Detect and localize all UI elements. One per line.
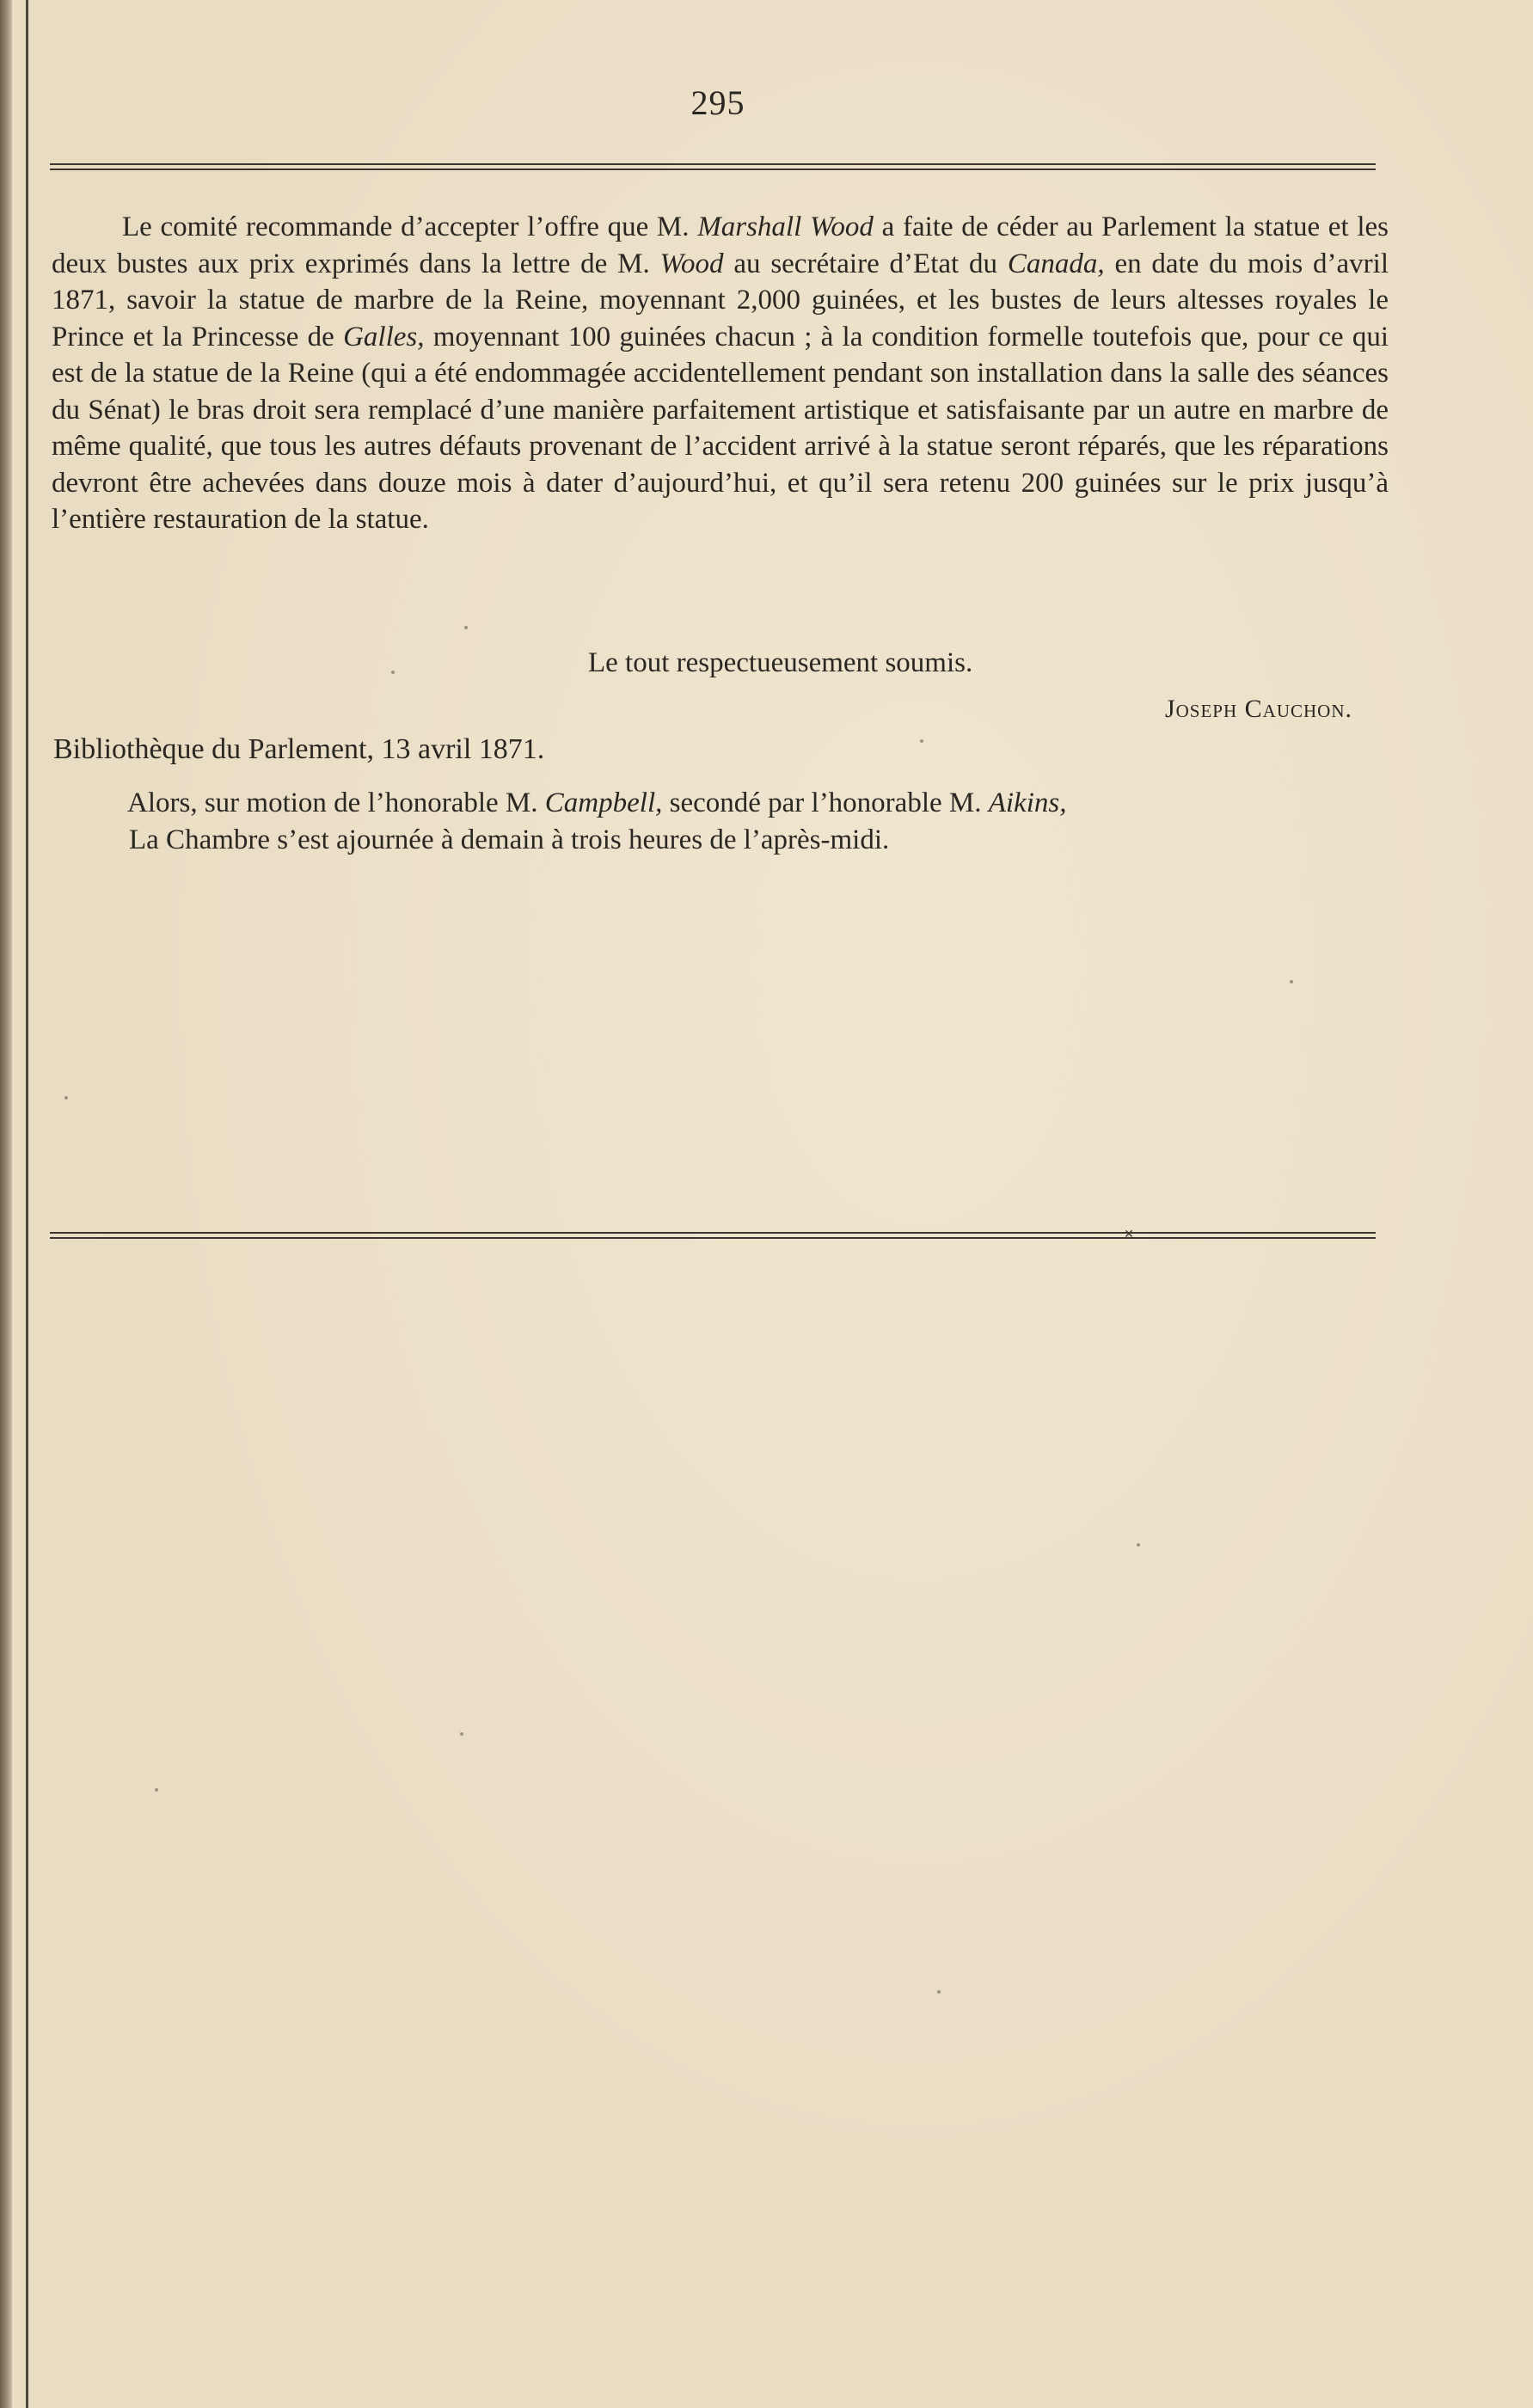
seconder-name: Aikins, [988,787,1067,818]
speck [464,626,468,629]
top-double-rule [50,163,1376,172]
speck [1137,1543,1140,1547]
committee-report-paragraph [52,209,1389,538]
motion-prefix: Alors, sur motion de l’honorable M. [127,787,545,818]
rule-ornament-icon: ✕ [1124,1229,1134,1241]
speck [460,1732,463,1736]
paragraph-segment: au secrétaire d’Etat du [723,248,1008,279]
speck [391,671,395,674]
closing-line: Le tout respectueusement soumis. [588,647,973,678]
speck [64,1096,68,1100]
paragraph-segment: moyennant 100 guinées chacun ; à la condition formelle toutefois que, pour ce qui est de la statue de la Reine (qui a été endommagée accidentellement pendant son installation dans la salle des séances du Sénat) le bras droit sera remplacé d’une manière parfaitement artistique et satisfaisante par un autre en marbre de même qualité, que tous les autres défauts provenant de l’accident arrivé à la statue seront réparés, que les réparations devront être achevées dans douze mois à dater d’aujourd’hui, et qu’il sera retenu 200 guinées sur le prix jusqu’à l’entière restauration de la statue. [52,321,1389,535]
name-canada: Canada, [1007,248,1105,279]
speck [1290,980,1293,983]
paragraph-segment: Le comité recommande d’accepter l’offre que M. [122,211,698,242]
paragraph-segment: a faite de céder au Parlement la statue et les deux bustes aux prix exprimés dans la lettre de M. [52,211,1389,279]
margin-rule [26,0,28,2408]
motion-line [127,787,1066,819]
signature: Joseph Cauchon. [1164,695,1352,723]
motion-middle: secondé par l’honorable M. [662,787,989,818]
bottom-double-rule [50,1229,1376,1241]
name-marshall-wood: Marshall Wood [697,211,874,242]
page-number: 295 [690,83,745,122]
speck [155,1788,158,1792]
binding-edge [0,0,12,2408]
adjournment-line: La Chambre s’est ajournée à demain à trois heures de l’après-midi. [129,824,890,855]
name-galles: Galles, [343,321,425,352]
mover-name: Campbell, [544,787,663,818]
place-and-date: Bibliothèque du Parlement, 13 avril 1871. [53,733,545,765]
name-wood: Wood [659,248,724,279]
speck [937,1990,941,1994]
paragraph-segment: en date du mois d’avril 1871, savoir la statue de marbre de la Reine, moyennant 2,000 guinées, et les bustes de leurs altesses royales le Prince et la Princesse de [52,248,1389,352]
speck [920,739,923,743]
